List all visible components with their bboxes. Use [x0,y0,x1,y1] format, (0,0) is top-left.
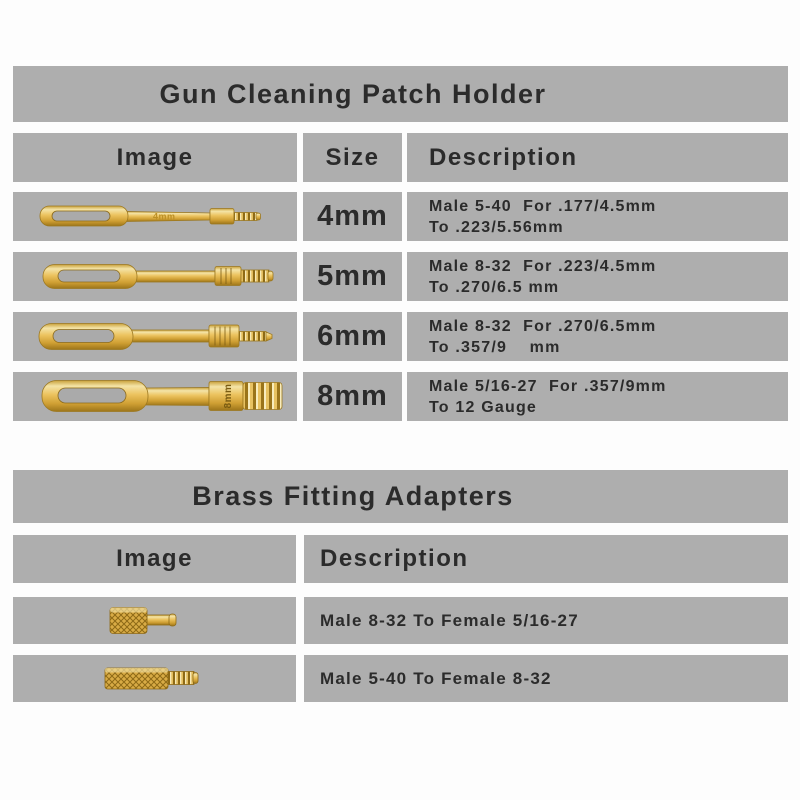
table-row-3-image-cell [13,312,297,361]
section1-header-image-label: Image [116,143,194,171]
size-value: 5mm [317,260,388,292]
section1-title-bar [13,66,788,122]
section1-header-description [407,133,788,182]
table-row-2-image-cell [13,252,297,301]
section2-header-description [304,535,788,583]
brass-adapter-long-image [13,655,296,702]
section2-header-image-label: Image [116,545,193,572]
table-row-4-size-cell [303,372,402,421]
collar-engraving-8mm: 8mm [223,383,234,409]
shaft-engraving-4mm: 4mm [153,211,176,222]
section1-header-size [303,133,402,182]
adapter-row-1-description-cell [304,597,788,644]
description-line: Male 5/16-27 For .357/9mm [429,377,667,395]
table-row-3-description-cell [407,312,788,361]
section2-header-description-label: Description [320,545,469,572]
size-value: 6mm [317,320,388,352]
description-line: Male 8-32 For .270/6.5mm [429,317,657,335]
brass-adapter-short-image [13,597,296,644]
section2-title: Brass Fitting Adapters [192,481,514,511]
description-line: To 12 Gauge [429,398,538,416]
adapter-row-2-description-cell [304,655,788,702]
patch-holder-4mm-image [13,192,297,241]
table-row-2-size-cell [303,252,402,301]
patch-holder-6mm-image [13,312,297,361]
table-row-1-size-cell [303,192,402,241]
patch-holder-5mm-image [13,252,297,301]
section1-title: Gun Cleaning Patch Holder [159,78,547,109]
description-line: To .270/6.5 mm [429,278,560,296]
patch-holder-8mm-image [13,372,297,421]
section1-header-image [13,133,297,182]
table-row-2-description-cell [407,252,788,301]
section1-header-size-label: Size [325,143,380,171]
table-row-4-description-cell [407,372,788,421]
description-line: To .357/9 mm [429,338,561,356]
table-row-1-image-cell [13,192,297,241]
description-line: Male 8-32 For .223/4.5mm [429,257,657,275]
adapter-row-2-image-cell [13,655,296,702]
section2-header-image [13,535,296,583]
table-row-4-image-cell [13,372,297,421]
description-line: To .223/5.56mm [429,218,564,236]
description-line: Male 5-40 To Female 8-32 [320,668,552,688]
size-value: 8mm [317,380,388,412]
description-line: Male 8-32 To Female 5/16-27 [320,610,579,630]
size-value: 4mm [317,200,388,232]
table-row-1-description-cell [407,192,788,241]
table-row-3-size-cell [303,312,402,361]
adapter-row-1-image-cell [13,597,296,644]
section2-title-bar [13,470,788,523]
section1-header-description-label: Description [429,143,578,171]
description-line: Male 5-40 For .177/4.5mm [429,197,657,215]
